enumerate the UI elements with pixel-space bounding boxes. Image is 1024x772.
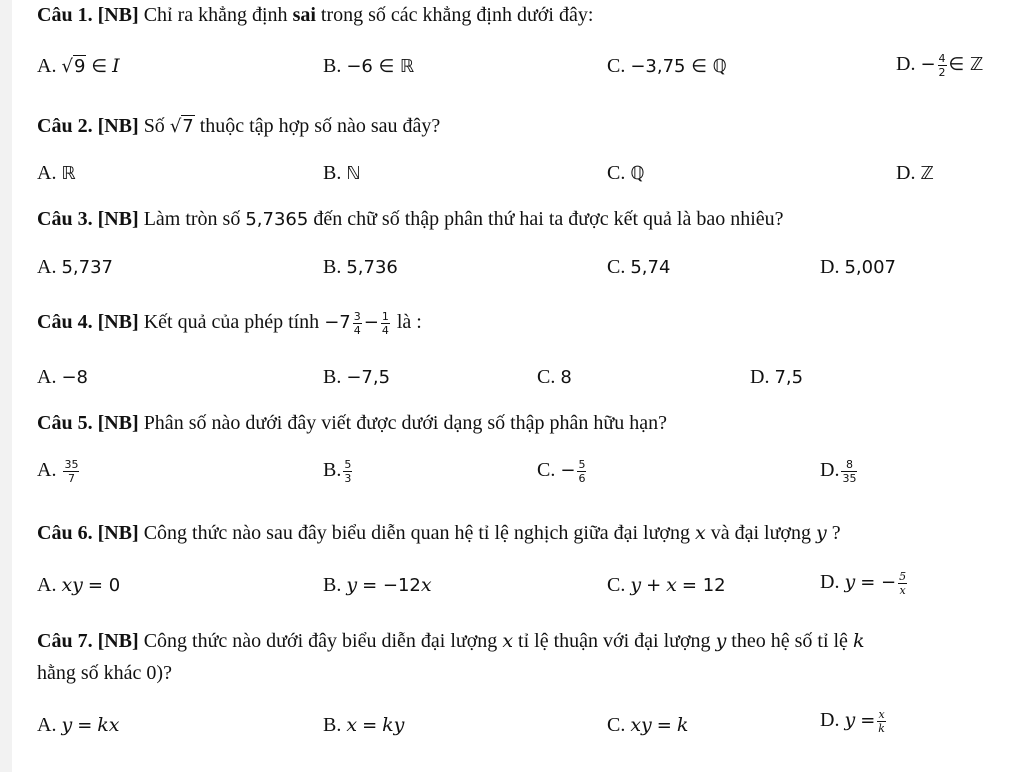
q1-text-b: trong số các khẳng định dưới đây: [320, 4, 594, 26]
q1-d-fraction: $\frac{4}{2}$ [938, 52, 946, 79]
q3-option-d: D. 5,007 [820, 256, 896, 278]
q5-tag: [NB] [97, 412, 139, 434]
q7-d-fraction: $\frac{x}{k}$ [878, 708, 885, 735]
q2-option-d: D. ℤ [896, 162, 934, 184]
question-1 [37, 4, 593, 27]
q4-option-d: D. 7,5 [750, 366, 804, 388]
q4-option-a: A. −8 [37, 366, 88, 388]
q4-option-b: B. −7,5 [323, 366, 391, 388]
q5-d-fraction: $\frac{8}{35}$ [842, 458, 857, 485]
q7-label: Câu 7. [37, 630, 93, 652]
question-7: Câu 7. [NB] Công thức nào dưới đây biểu diễn đại lượng x tỉ lệ thuận với đại lượng y theo hệ số tỉ lệ k [37, 630, 865, 652]
q4-tag: [NB] [97, 311, 139, 334]
q7-tag: [NB] [97, 630, 139, 652]
q6-option-b: B. y = −12x [323, 574, 432, 596]
q4-fraction-1: $\frac{3}{4}$ [353, 310, 361, 337]
q7-option-a: A. y = kx [37, 714, 120, 736]
q2-option-c: C. ℚ [607, 162, 645, 184]
q5-a-fraction: $\frac{35}{7}$ [64, 458, 79, 485]
q3-tag: [NB] [97, 208, 139, 230]
q3-option-b: B. 5,736 [323, 256, 398, 278]
q2-option-a: A. ℝ [37, 162, 76, 184]
q7-option-c: C. xy = k [607, 714, 689, 736]
q1-option-d: D. − $\frac{4}{2}$ ∈ ℤ [896, 52, 984, 79]
q1-text-a: Chỉ ra khẳng định [143, 4, 288, 26]
q1-option-b: B. −6 ∈ ℝ [323, 55, 415, 77]
question-7-line-2: hằng số khác 0)? [37, 662, 172, 684]
q4-label: Câu 4. [37, 311, 93, 334]
q2-sqrt: √7 [169, 116, 194, 137]
q4-fraction-2: $\frac{1}{4}$ [381, 310, 389, 337]
q3-label: Câu 3. [37, 208, 93, 230]
q4-option-c: C. 8 [537, 366, 572, 388]
q5-option-b: B. $\frac{5}{3}$ [323, 458, 352, 485]
q7-option-d: D. y = $\frac{x}{k}$ [820, 708, 885, 735]
q1-label: Câu 1. [37, 4, 93, 26]
q6-option-a: A. xy = 0 [37, 574, 121, 596]
q5-option-a: A. $\frac{35}{7}$ [37, 458, 79, 485]
q6-option-d: D. y = − $\frac{5}{x}$ [820, 570, 907, 597]
question-2: Câu 2. [NB] Số √7 thuộc tập hợp số nào sau đây? [37, 115, 441, 137]
q7-option-b: B. x = ky [323, 714, 405, 736]
q6-option-c: C. y + x = 12 [607, 574, 726, 596]
q2-label: Câu 2. [37, 115, 93, 137]
left-scan-edge [0, 0, 12, 772]
q5-b-fraction: $\frac{5}{3}$ [344, 458, 352, 485]
q1-option-c: C. −3,75 ∈ ℚ [607, 55, 727, 77]
q1-option-a: A. √9 ∈ I [37, 55, 120, 77]
question-3: Câu 3. [NB] Làm tròn số 5,7365 đến chữ số thập phân thứ hai ta được kết quả là bao nhiêu? [37, 208, 784, 230]
q6-tag: [NB] [97, 522, 139, 544]
q3-option-c: C. 5,74 [607, 256, 671, 278]
q5-label: Câu 5. [37, 412, 93, 434]
q6-label: Câu 6. [37, 522, 93, 544]
question-4: Câu 4. [NB] Kết quả của phép tính −7 $\frac{3}{4}$ − $\frac{1}{4}$ là : [37, 310, 422, 337]
q5-c-fraction: $\frac{5}{6}$ [578, 458, 586, 485]
q5-option-c: C. − $\frac{5}{6}$ [537, 458, 586, 485]
q3-option-a: A. 5,737 [37, 256, 113, 278]
q6-d-fraction: $\frac{5}{x}$ [899, 570, 907, 597]
q1-a-sqrt: √9 [61, 56, 86, 77]
q1-text-bold: sai [292, 4, 316, 26]
question-5: Câu 5. [NB] Phân số nào dưới đây viết được dưới dạng số thập phân hữu hạn? [37, 412, 668, 434]
q2-tag: [NB] [97, 115, 139, 137]
q2-option-b: B. ℕ [323, 162, 361, 184]
question-6: Câu 6. [NB] Công thức nào sau đây biểu diễn quan hệ tỉ lệ nghịch giữa đại lượng x và đại lượng y ? [37, 522, 841, 544]
q1-tag: [NB] [97, 4, 139, 26]
q5-option-d: D. $\frac{8}{35}$ [820, 458, 857, 485]
